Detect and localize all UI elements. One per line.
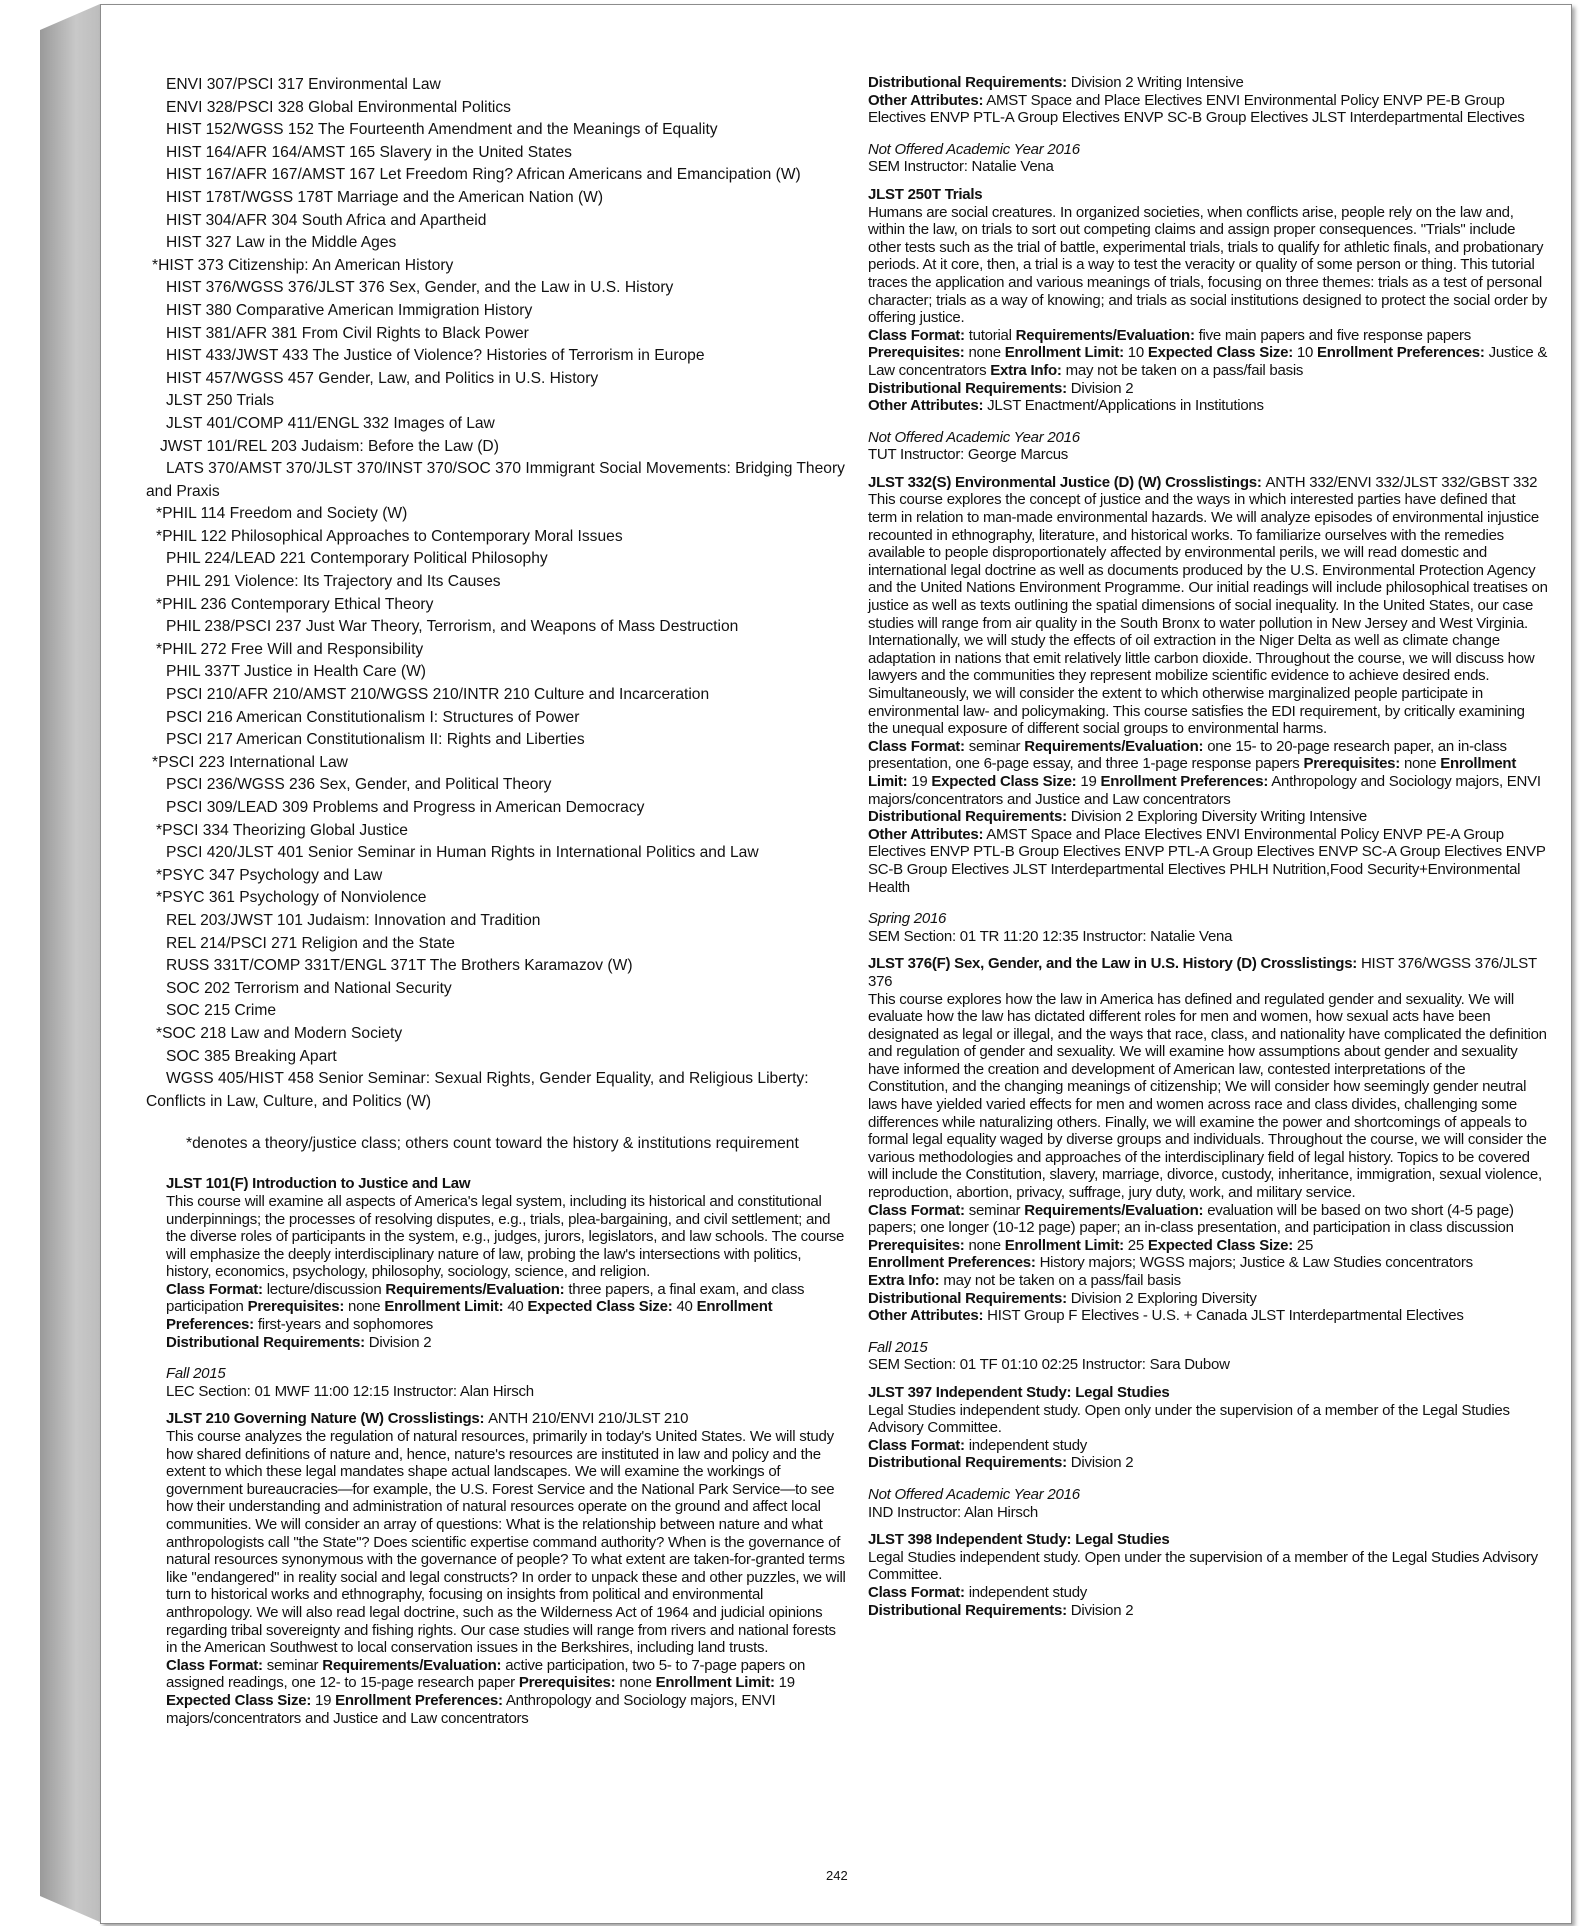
course-description: Legal Studies independent study. Open under the supervision of a member of the Legal Studies Advisory Committee.	[868, 1548, 1538, 1584]
distribution-line	[868, 380, 1548, 398]
preferences-label: Enrollment Preferences:	[166, 1298, 773, 1334]
prerequisites-label: Prerequisites:	[868, 344, 965, 362]
distribution-label: Distributional Requirements:	[868, 1601, 1067, 1619]
related-course-item: SOC 385 Breaking Apart	[166, 1047, 337, 1065]
prerequisites-label: Prerequisites:	[518, 1674, 616, 1692]
prerequisites-label: Prerequisites:	[247, 1298, 345, 1316]
course-title: JLST 397 Independent Study: Legal Studies	[868, 1383, 1170, 1401]
distribution: Division 2 Exploring Diversity Writing Intensive	[1070, 808, 1367, 826]
course-jlst210-continued	[868, 74, 1548, 176]
preferences-label: Enrollment Preferences:	[1100, 772, 1269, 790]
course-term: Not Offered Academic Year 2016	[868, 1485, 1080, 1503]
distribution: Division 2 Writing Intensive	[1070, 74, 1244, 91]
related-course-item: ENVI 307/PSCI 317 Environmental Law	[166, 76, 441, 93]
enrollment-limit: 25	[1127, 1236, 1144, 1254]
attributes: AMST Space and Place Electives ENVI Environmental Policy ENVP PE-A Group Electives ENVP PTL-B Group Electives ENVP PTL-A Group Electives ENVP SC-A Group Electives ENVP SC-B Group Electives JLST Interdepartmental Electives PHLH Nutrition,Food Security+Environmental Health	[868, 825, 1546, 896]
related-course-item: PSCI 210/AFR 210/AMST 210/WGSS 210/INTR 210 Culture and Incarceration	[166, 686, 710, 704]
prerequisites: none	[968, 1236, 1001, 1254]
class-format-label: Class Format:	[868, 1201, 965, 1219]
crosslistings: HIST 376/WGSS 376/JLST 376	[868, 955, 1537, 990]
enrollment-limit: 10	[1127, 344, 1144, 362]
preferences-label: Enrollment Preferences:	[868, 1254, 1036, 1272]
related-course-item: HIST 304/AFR 304 South Africa and Apartheid	[166, 211, 487, 229]
preferences: Anthropology and Sociology majors, ENVI majors/concentrators and Justice and Law concentrators	[166, 1691, 776, 1727]
class-format-label: Class Format:	[868, 1436, 965, 1454]
class-format: lecture/discussion	[266, 1280, 382, 1298]
course-section: TUT Instructor: George Marcus	[868, 446, 1069, 464]
class-format: independent study	[968, 1436, 1088, 1454]
course-term: Not Offered Academic Year 2016	[868, 140, 1080, 158]
distribution-label: Distributional Requirements:	[166, 1333, 365, 1351]
preferences: Justice & Law concentrators	[868, 344, 1548, 379]
course-title: JLST 101(F) Introduction to Justice and Law	[166, 1175, 471, 1193]
requirements-label: Requirements/Evaluation:	[1024, 1201, 1204, 1219]
related-course-item: HIST 457/WGSS 457 Gender, Law, and Politics in U.S. History	[166, 369, 599, 387]
related-course-item: HIST 164/AFR 164/AMST 165 Slavery in the United States	[166, 143, 572, 161]
requirements-label: Requirements/Evaluation:	[385, 1280, 565, 1298]
requirements-label: Requirements/Evaluation:	[1024, 737, 1204, 755]
related-course-list	[146, 74, 846, 1113]
related-course-item: JWST 101/REL 203 Judaism: Before the Law (D)	[160, 437, 499, 455]
related-course-item: ENVI 328/PSCI 328 Global Environmental Politics	[166, 98, 511, 116]
distribution: Division 2	[368, 1333, 432, 1351]
course-details	[868, 738, 1548, 808]
course-section: LEC Section: 01 MWF 11:00 12:15 Instructor: Alan Hirsch	[166, 1382, 534, 1400]
prerequisites: none	[619, 1674, 652, 1692]
related-course-item: *PSYC 347 Psychology and Law	[156, 866, 383, 884]
class-format-label: Class Format:	[868, 326, 965, 344]
expected-size-label: Expected Class Size:	[166, 1691, 312, 1709]
enrollment-limit: 40	[507, 1298, 524, 1316]
attributes-label: Other Attributes:	[868, 397, 984, 415]
distribution: Division 2 Exploring Diversity	[1070, 1289, 1257, 1307]
requirements: active participation, two 5- to 7-page papers on assigned readings, one 12- to 15-page research paper	[166, 1656, 806, 1692]
extra-info-label: Extra Info:	[868, 1272, 940, 1289]
related-course-item: *SOC 218 Law and Modern Society	[156, 1024, 403, 1042]
class-format: seminar	[968, 1201, 1021, 1219]
enrollment-limit-label: Enrollment Limit:	[384, 1298, 504, 1316]
enrollment-limit-label: Enrollment Limit:	[1004, 344, 1124, 362]
related-course-item: HIST 327 Law in the Middle Ages	[166, 234, 397, 252]
crosslistings: ANTH 332/ENVI 332/JLST 332/GBST 332	[1265, 473, 1538, 491]
distribution-label: Distributional Requirements:	[868, 74, 1067, 91]
attributes-label: Other Attributes:	[868, 91, 984, 109]
course-description: This course analyzes the regulation of natural resources, primarily in today's United States. We will study how shared definitions of nature and, hence, nature's resources are instituted in law and policy and the extent to which these legal mandates shape actual landscapes. We will examine the workings of government bureaucracies—for example, the U.S. Forest Service and the National Park Service—to see how their understanding and administration of natural resources operate on the ground and affect local communities. We will consider an array of questions: What is the relationship between nature and what anthropologists call "the State"? Does scientific expertise command authority? When is the governance of natural resources synonymous with the governance of people? To what extent are taken-for-granted terms like "endangered" in reality social and legal constructs? In order to unpack these and other puzzles, we will turn to historical works and ethnography, focusing on insights from political and environmental anthropology. We will also read legal doctrine, such as the Wilderness Act of 1964 and judicial opinions regarding tribal sovereignty and fishing rights. Our case studies will range from rivers and national forests in the American Southwest to local conservation issues in the Berkshires, including land trusts.	[166, 1428, 846, 1657]
course-jlst376	[868, 955, 1548, 1374]
course-section: IND Instructor: Alan Hirsch	[868, 1503, 1038, 1521]
course-details	[868, 1584, 1548, 1602]
course-description: This course will examine all aspects of America's legal system, including its historical and constitutional underpinnings; the processes of resolving disputes, e.g., trials, plea-bargaining, and civil settlement; and the diverse roles of participants in the system, e.g., judges, jurors, legislators, and law schools. The course will emphasize the deeply interdisciplinary nature of law, probing the law's intersections with politics, history, economics, psychology, philosophy, sociology, science, and religion.	[166, 1192, 845, 1281]
preferences-line	[868, 1254, 1548, 1272]
footnote: *denotes a theory/justice class; others count toward the history & institutions requirement	[186, 1135, 799, 1153]
requirements: one 15- to 20-page research paper, an in-class presentation, one 6-page essay, and three 1-page response papers	[868, 737, 1507, 773]
course-title-text: JLST 210 Governing Nature (W)	[166, 1410, 384, 1428]
related-course-item: *PHIL 114 Freedom and Society (W)	[156, 505, 408, 523]
course-term: Not Offered Academic Year 2016	[868, 428, 1080, 446]
course-jlst250	[868, 186, 1548, 464]
attributes-line	[868, 92, 1548, 127]
related-course-item: HIST 433/JWST 433 The Justice of Violence? Histories of Terrorism in Europe	[166, 347, 705, 365]
preferences-label: Enrollment Preferences:	[1317, 344, 1485, 362]
course-jlst210	[166, 1410, 846, 1727]
extra-info-line	[868, 1272, 1548, 1290]
page-number: 242	[826, 1868, 848, 1883]
class-format: independent study	[968, 1583, 1088, 1601]
related-course-item: HIST 376/WGSS 376/JLST 376 Sex, Gender, and the Law in U.S. History	[166, 279, 674, 297]
class-format-label: Class Format:	[166, 1656, 263, 1674]
related-course-item: HIST 152/WGSS 152 The Fourteenth Amendment and the Meanings of Equality	[166, 121, 718, 139]
course-jlst398	[868, 1531, 1548, 1619]
attributes: AMST Space and Place Electives ENVI Environmental Policy ENVP PE-B Group Electives ENVP PTL-A Group Electives ENVP SC-B Group Electives JLST Interdepartmental Electives	[868, 91, 1525, 127]
distribution-label: Distributional Requirements:	[868, 808, 1067, 826]
extra-info: may not be taken on a pass/fail basis	[943, 1272, 1181, 1289]
left-column	[146, 74, 846, 1727]
enrollment-limit-label: Enrollment Limit:	[655, 1674, 775, 1692]
requirements: five main papers and five response papers	[1198, 326, 1472, 344]
course-term: Fall 2015	[166, 1365, 226, 1383]
crosslistings-label: Crosslistings:	[1260, 955, 1358, 973]
course-section: SEM Instructor: Natalie Vena	[868, 158, 1054, 176]
distribution: Division 2	[1070, 1454, 1134, 1472]
extra-info-label: Extra Info:	[990, 361, 1062, 379]
preferences: History majors; WGSS majors; Justice & Law Studies concentrators	[1039, 1254, 1473, 1272]
prerequisites: none	[968, 344, 1001, 362]
related-course-item: *PSYC 361 Psychology of Nonviolence	[156, 889, 427, 907]
extra-info: may not be taken on a pass/fail basis	[1065, 361, 1304, 379]
course-term: Fall 2015	[868, 1338, 928, 1356]
expected-size-label: Expected Class Size:	[1147, 1236, 1293, 1254]
related-course-item: PSCI 216 American Constitutionalism I: Structures of Power	[166, 708, 580, 726]
related-course-item: *PHIL 122 Philosophical Approaches to Contemporary Moral Issues	[156, 527, 623, 545]
distribution: Division 2	[1070, 1601, 1134, 1619]
course-details	[868, 1202, 1548, 1255]
attributes: JLST Enactment/Applications in Institutions	[987, 397, 1264, 415]
attributes: HIST Group F Electives - U.S. + Canada JLST Interdepartmental Electives	[987, 1307, 1464, 1325]
related-course-item: PHIL 291 Violence: Its Trajectory and Its Causes	[166, 573, 501, 591]
related-course-item: PSCI 309/LEAD 309 Problems and Progress in American Democracy	[166, 799, 645, 816]
prerequisites-label: Prerequisites:	[868, 1236, 965, 1254]
distribution-line	[868, 1290, 1548, 1308]
related-course-item: RUSS 331T/COMP 331T/ENGL 371T The Brothers Karamazov (W)	[166, 957, 633, 975]
course-title: JLST 398 Independent Study: Legal Studies	[868, 1531, 1170, 1549]
preferences: first-years and sophomores	[257, 1316, 434, 1334]
related-course-item: *PHIL 236 Contemporary Ethical Theory	[156, 595, 434, 613]
prerequisites: none	[348, 1298, 381, 1316]
related-course-item: PHIL 337T Justice in Health Care (W)	[166, 663, 426, 681]
course-details	[868, 327, 1548, 380]
prerequisites: none	[1403, 755, 1437, 773]
expected-size-label: Expected Class Size:	[931, 772, 1077, 790]
right-column	[868, 74, 1548, 1619]
class-format: seminar	[266, 1656, 319, 1674]
class-format-label: Class Format:	[166, 1280, 263, 1298]
distribution-line	[868, 74, 1548, 92]
expected-size: 10	[1296, 344, 1314, 362]
course-details	[166, 1281, 846, 1334]
course-title: JLST 250T Trials	[868, 185, 983, 203]
preferences: Anthropology and Sociology majors, ENVI majors/concentrators and Justice and Law concentrators	[868, 772, 1541, 808]
related-course-item: SOC 202 Terrorism and National Security	[166, 979, 452, 997]
course-title	[868, 955, 1548, 990]
related-course-item: REL 203/JWST 101 Judaism: Innovation and Tradition	[166, 911, 541, 929]
expected-size: 40	[676, 1298, 693, 1316]
attributes-label: Other Attributes:	[868, 1307, 984, 1325]
expected-size: 25	[1296, 1236, 1314, 1254]
expected-size-label: Expected Class Size:	[527, 1298, 673, 1316]
related-course-item: REL 214/PSCI 271 Religion and the State	[166, 934, 455, 952]
crosslistings-label: Crosslistings:	[387, 1410, 485, 1428]
course-description: This course explores the concept of justice and the ways in which interested parties have defined that term in relation to man-made environmental hazards. We will analyze episodes of environmental injustice recounted in ethnography, literature, and historical works. To familiarize ourselves with the remedies available to people disproportionately affected by environmental perils, we will read domestic and international legal doctrine as well as documents produced by the U.S. Environmental Protection Agency and the United Nations Environment Programme. Our initial readings will include philosophical treatises on justice as well as texts outlining the spatial dimensions of social inequality. In the United States, our case studies will range from air quality in the South Bronx to water pollution in New Jersey and West Virginia. Internationally, we will study the effects of oil extraction in the Niger Delta as well as climate change adaptation in nations that emit relatively little carbon dioxide. Throughout the course, we will discuss how lawyers and the communities they represent mobilize scientific evidence to achieve desired ends. Simultaneously, we will consider the extent to which otherwise marginalized people participate in environmental law- and policymaking. This course satisfies the EDI requirement, by critically examining the unequal exposure of different social groups to environmental harms.	[868, 491, 1548, 738]
attributes-label: Other Attributes:	[868, 825, 984, 843]
course-title	[166, 1410, 846, 1428]
class-format: tutorial	[968, 326, 1012, 344]
class-format: seminar	[968, 737, 1021, 755]
crosslistings: ANTH 210/ENVI 210/JLST 210	[488, 1410, 689, 1428]
course-section: SEM Section: 01 TR 11:20 12:35 Instructor: Natalie Vena	[868, 927, 1233, 945]
related-course-item: HIST 167/AFR 167/AMST 167 Let Freedom Ring? African Americans and Emancipation (W)	[166, 166, 801, 184]
related-course-item: *PHIL 272 Free Will and Responsibility	[156, 640, 424, 658]
related-course-item: HIST 381/AFR 381 From Civil Rights to Black Power	[166, 324, 529, 342]
requirements-label: Requirements/Evaluation:	[322, 1656, 502, 1674]
related-course-item: WGSS 405/HIST 458 Senior Seminar: Sexual Rights, Gender Equality, and Religious Liberty: Conflicts in Law, Culture, and Politics (W)	[146, 1070, 809, 1110]
expected-size: 19	[1080, 772, 1097, 790]
course-jlst397	[868, 1384, 1548, 1521]
enrollment-limit: 19	[911, 772, 928, 790]
related-course-item: PSCI 420/JLST 401 Senior Seminar in Human Rights in International Politics and Law	[166, 844, 759, 862]
distribution-line	[868, 1602, 1548, 1620]
enrollment-limit-label: Enrollment Limit:	[1004, 1236, 1124, 1254]
distribution-label: Distributional Requirements:	[868, 1454, 1067, 1472]
distribution-label: Distributional Requirements:	[868, 379, 1067, 397]
book-spine	[40, 4, 100, 1922]
enrollment-limit-label: Enrollment Limit:	[868, 755, 1517, 790]
requirements-label: Requirements/Evaluation:	[1015, 326, 1195, 344]
related-course-item: JLST 401/COMP 411/ENGL 332 Images of Law	[166, 414, 495, 432]
preferences-label: Enrollment Preferences:	[335, 1691, 503, 1709]
related-course-item: HIST 380 Comparative American Immigration History	[166, 301, 533, 319]
prerequisites-label: Prerequisites:	[1303, 755, 1401, 773]
course-description: This course explores how the law in America has defined and regulated gender and sexuality. We will evaluate how the law has dictated different roles for men and women, how sexual acts have been designated as legal or illegal, and the ways that race, class, and nationality have complicated the definition and regulation of gender and sexuality. We will examine how assumptions about gender and sexuality have informed the creation and development of American law, contested interpretations of the Constitution, and the changing meanings of citizenship; We will consider how seemingly gender neutral laws have yielded varied effects for men and women across race and class divides, challenging some differences while naturalizing others. Finally, we will examine the power and shortcomings of appeals to formal legal equality waged by diverse groups and individuals. Throughout the course, we will consider the various methodologies and approaches of the interdisciplinary field of legal history. Topics to be covered will include the Constitution, slavery, marriage, divorce, custody, inheritance, immigration, sexual violence, reproduction, abortion, privacy, suffrage, jury duty, work, and military service.	[868, 990, 1547, 1202]
related-course-item: HIST 178T/WGSS 178T Marriage and the American Nation (W)	[166, 188, 604, 206]
related-course-item: PHIL 224/LEAD 221 Contemporary Political Philosophy	[166, 550, 548, 568]
course-description: Legal Studies independent study. Open only under the supervision of a member of the Legal Studies Advisory Committee.	[868, 1401, 1510, 1437]
distribution-line	[166, 1334, 846, 1352]
expected-size-label: Expected Class Size:	[1147, 344, 1293, 362]
related-course-item: JLST 250 Trials	[166, 392, 275, 410]
distribution-label: Distributional Requirements:	[868, 1289, 1067, 1307]
class-format-label: Class Format:	[868, 1583, 965, 1601]
class-format-label: Class Format:	[868, 737, 965, 755]
related-course-item: SOC 215 Crime	[166, 1002, 277, 1020]
course-details	[166, 1657, 846, 1727]
requirements: evaluation will be based on two short (4-5 page) papers; one longer (10-12 page) paper; an in-class presentation, and participation in class discussion	[868, 1201, 1514, 1237]
course-jlst101	[166, 1175, 846, 1400]
course-details	[868, 1437, 1548, 1455]
requirements: three papers, a final exam, and class participation	[166, 1280, 805, 1316]
course-title	[868, 474, 1548, 492]
distribution-line	[868, 808, 1548, 826]
crosslistings-label: Crosslistings:	[1165, 473, 1262, 491]
enrollment-limit: 19	[778, 1674, 795, 1692]
related-course-item: *HIST 373 Citizenship: An American History	[152, 256, 454, 274]
related-course-item: *PSCI 334 Theorizing Global Justice	[156, 821, 408, 839]
related-course-item: PSCI 236/WGSS 236 Sex, Gender, and Political Theory	[166, 776, 552, 794]
course-section: SEM Section: 01 TF 01:10 02:25 Instructor: Sara Dubow	[868, 1356, 1230, 1374]
distribution-line	[868, 1454, 1548, 1472]
course-title-text: JLST 332(S) Environmental Justice (D) (W)	[868, 473, 1162, 491]
course-description: Humans are social creatures. In organized societies, when conflicts arise, people rely on the law and, within the law, on trials to sort out competing claims and assign proper consequences. "Trials" include other tests such as the trial of battle, experimental trials, trials to qualify for athletic finals, and probationary periods. At it core, then, a trial is a way to test the veracity or quality of some person or thing. This tutorial traces the application and various meanings of trials, focusing on three themes: trials as a test of personal character; trials as a way of knowing; and trials as social institutions designed to protect the social order by offering justice.	[868, 203, 1548, 327]
related-course-item: PHIL 238/PSCI 237 Just War Theory, Terrorism, and Weapons of Mass Destruction	[166, 618, 739, 636]
course-term: Spring 2016	[868, 910, 947, 928]
course-jlst332	[868, 474, 1548, 945]
attributes-line	[868, 397, 1548, 415]
attributes-line	[868, 1307, 1548, 1325]
expected-size: 19	[315, 1691, 332, 1709]
distribution: Division 2	[1070, 379, 1134, 397]
related-course-item: PSCI 217 American Constitutionalism II: Rights and Liberties	[166, 731, 585, 749]
course-title-text: JLST 376(F) Sex, Gender, and the Law in U.S. History (D)	[868, 955, 1257, 973]
attributes-line	[868, 826, 1548, 896]
related-course-item: LATS 370/AMST 370/JLST 370/INST 370/SOC 370 Immigrant Social Movements: Bridging Theory and Praxis	[146, 460, 845, 500]
related-course-item: *PSCI 223 International Law	[152, 753, 348, 771]
